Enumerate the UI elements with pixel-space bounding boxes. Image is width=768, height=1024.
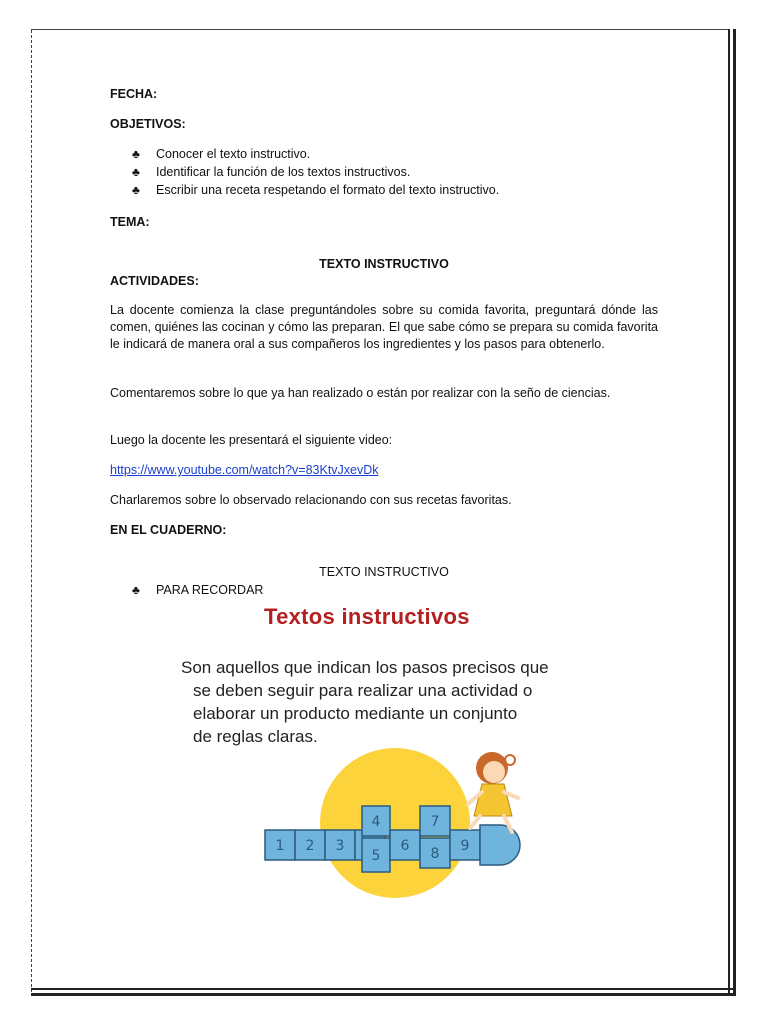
club-bullet-icon: ♣ bbox=[132, 165, 140, 179]
girl-face bbox=[483, 761, 505, 783]
page-border-right bbox=[728, 29, 736, 993]
definition-line: elaborar un producto mediante un conjunto bbox=[193, 704, 518, 723]
tile-arc bbox=[480, 825, 520, 865]
objetivo-text: Identificar la función de los textos instructivos. bbox=[156, 165, 411, 179]
recordar-text: PARA RECORDAR bbox=[156, 583, 264, 597]
tile-number: 1 bbox=[275, 838, 285, 854]
list-item bbox=[132, 182, 499, 200]
paragraph-2: Comentaremos sobre lo que ya han realizado o están por realizar con la seño de ciencias. bbox=[110, 386, 611, 400]
cuaderno-title: TEXTO INSTRUCTIVO bbox=[319, 564, 449, 579]
page-border-bottom bbox=[31, 988, 736, 996]
club-bullet-icon: ♣ bbox=[132, 147, 140, 161]
infographic-image bbox=[170, 598, 610, 898]
objetivos-label: OBJETIVOS: bbox=[110, 117, 186, 131]
tile-number: 2 bbox=[305, 838, 315, 854]
tile-number: 4 bbox=[371, 814, 381, 830]
tema-label: TEMA: bbox=[110, 215, 150, 229]
page-border-top bbox=[31, 29, 729, 30]
objetivo-text: Conocer el texto instructivo. bbox=[156, 147, 311, 161]
definition-line: de reglas claras. bbox=[193, 727, 318, 746]
definition-line: se deben seguir para realizar una actividad o bbox=[193, 681, 533, 700]
tile-number: 9 bbox=[460, 838, 470, 854]
fecha-label: FECHA: bbox=[110, 87, 158, 101]
infographic-definition bbox=[181, 656, 611, 748]
tema-title: TEXTO INSTRUCTIVO bbox=[319, 256, 449, 271]
list-item bbox=[132, 146, 499, 164]
definition-line: Son aquellos que indican los pasos precisos que bbox=[181, 658, 549, 677]
cuaderno-label: EN EL CUADERNO: bbox=[110, 523, 227, 537]
objetivos-list bbox=[132, 146, 499, 200]
girl-figure bbox=[468, 752, 518, 832]
video-link[interactable]: https://www.youtube.com/watch?v=83KtvJxevDk bbox=[110, 463, 379, 477]
paragraph-3: Luego la docente les presentará el siguiente video: bbox=[110, 433, 393, 447]
tile-number: 8 bbox=[430, 846, 440, 862]
tile-number: 7 bbox=[430, 814, 440, 830]
tile-number: 6 bbox=[400, 838, 410, 854]
page-border-left bbox=[31, 30, 32, 992]
tile-number: 5 bbox=[371, 848, 381, 864]
paragraph-4: Charlaremos sobre lo observado relacionando con sus recetas favoritas. bbox=[110, 493, 512, 507]
actividades-label: ACTIVIDADES: bbox=[110, 274, 199, 288]
recordar-item bbox=[132, 582, 263, 599]
list-item bbox=[132, 164, 499, 182]
club-bullet-icon: ♣ bbox=[132, 583, 140, 597]
hopscotch-illustration bbox=[260, 748, 550, 898]
girl-dress bbox=[474, 784, 512, 816]
girl-ponytail bbox=[505, 755, 515, 765]
tile-number: 3 bbox=[335, 838, 345, 854]
objetivo-text: Escribir una receta respetando el formato del texto instructivo. bbox=[156, 183, 500, 197]
paragraph-1: La docente comienza la clase preguntándoles sobre su comida favorita, preguntará dónde las comen, quiénes las cocinan y cómo las preparan. El que sabe cómo se prepara su comida favorita le indicará de manera oral a sus compañeros los ingredientes y los pasos para obtenerlo. bbox=[110, 303, 658, 351]
club-bullet-icon: ♣ bbox=[132, 183, 140, 197]
infographic-title: Textos instructivos bbox=[264, 604, 470, 629]
